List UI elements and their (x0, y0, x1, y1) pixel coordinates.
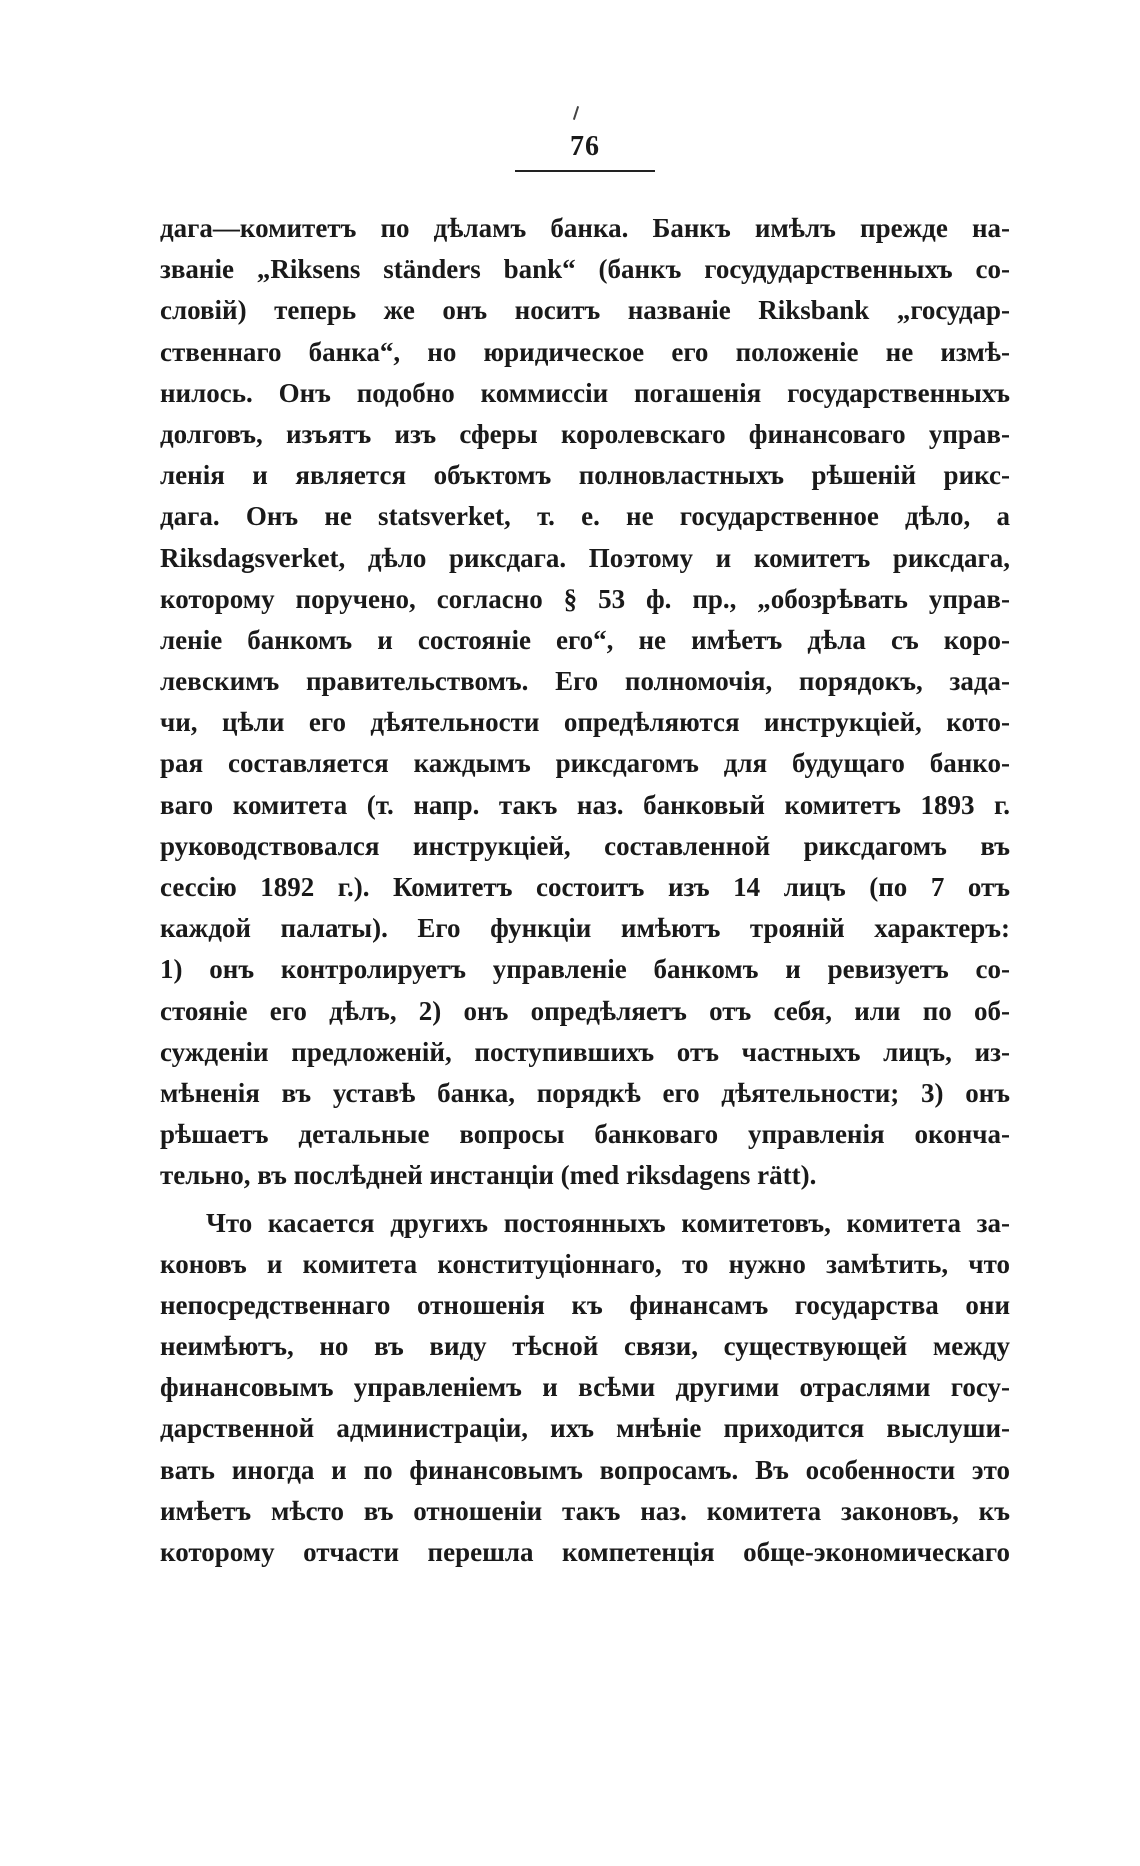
text-line: званіе „Riksens ständers bank“ (банкъ госудударственныхъ со- (160, 254, 1010, 285)
text-line: вать иногда и по финансовымъ вопросамъ. Въ особенности это (160, 1454, 1010, 1485)
text-line: коновъ и комитета конституціоннаго, то нужно замѣтить, что (160, 1248, 1010, 1279)
text-line: рѣшаетъ детальные вопросы банковаго управленія оконча- (160, 1119, 1010, 1150)
paragraph-1 (160, 208, 1010, 1197)
text-line: тельно, въ послѣдней инстанціи (med riksdagens rätt). (160, 1160, 817, 1191)
text-line: сессію 1892 г.). Комитетъ состоитъ изъ 14 лицъ (по 7 отъ (160, 872, 1010, 902)
text-line: ленія и является объктомъ полновластныхъ рѣшеній рикс- (160, 460, 1010, 491)
paragraph-2 (160, 1203, 1010, 1574)
page-number: 76 (570, 131, 600, 162)
text-line: леніе банкомъ и состояніе его“, не имѣетъ дѣла съ коро- (160, 624, 1010, 655)
text-line: дага. Онъ не statsverket, т. е. не государственное дѣло, а (160, 501, 1010, 532)
text-line: ваго комитета (т. напр. такъ наз. банковый комитетъ 1893 г. (160, 789, 1010, 820)
text-line: сужденіи предложеній, поступившихъ отъ частныхъ лицъ, из- (160, 1036, 1010, 1067)
text-line: имѣетъ мѣсто въ отношеніи такъ наз. комитета законовъ, къ (160, 1495, 1010, 1526)
text-line: 1) онъ контролируетъ управленіе банкомъ и ревизуетъ со- (160, 954, 1010, 985)
text-line: непосредственнаго отношенія къ финансамъ государства они (160, 1289, 1010, 1320)
text-line: каждой палаты). Его функціи имѣютъ трояній характеръ: (160, 913, 1010, 944)
text-line: стояніе его дѣлъ, 2) онъ опредѣляетъ отъ себя, или по об- (160, 995, 1010, 1026)
text-line: ственнаго банка“, но юридическое его положеніе не измѣ- (160, 336, 1010, 367)
text-line: рая составляется каждымъ риксдагомъ для будущаго банко- (160, 748, 1010, 779)
margin-mark (573, 106, 579, 120)
text-line: чи, цѣли его дѣятельности опредѣляются инструкціей, кото- (160, 707, 1010, 738)
text-line: которому поручено, согласно § 53 ф. пр., „обозрѣвать управ- (160, 583, 1010, 614)
text-line: финансовымъ управленіемъ и всѣми другими отраслями госу- (160, 1372, 1010, 1403)
text-line: мѣненія въ уставѣ банка, порядкѣ его дѣятельности; 3) онъ (160, 1077, 1010, 1108)
text-line: долговъ, изъятъ изъ сферы королевскаго финансоваго управ- (160, 418, 1010, 449)
text-line: руководствовался инструкціей, составленной риксдагомъ въ (160, 830, 1010, 861)
body-text (160, 208, 1010, 1573)
text-line: словій) теперь же онъ носитъ названіе Riksbank „государ- (160, 295, 1010, 326)
text-line: неимѣютъ, но въ виду тѣсной связи, существующей между (160, 1331, 1010, 1362)
text-line: которому отчасти перешла компетенція обще-экономическаго (160, 1537, 1010, 1567)
text-line: Что касается другихъ постоянныхъ комитетовъ, комитета за- (206, 1207, 1010, 1238)
text-line: нилось. Онъ подобно коммиссіи погашенія государственныхъ (160, 377, 1010, 408)
text-line: дага—комитетъ по дѣламъ банка. Банкъ имѣлъ прежде на- (160, 213, 1010, 243)
text-line: дарственной администраціи, ихъ мнѣніе приходится выслуши- (160, 1413, 1010, 1444)
header-rule (515, 170, 655, 172)
text-line: Riksdagsverket, дѣло риксдага. Поэтому и комитетъ риксдага, (160, 542, 1010, 573)
text-line: левскимъ правительствомъ. Его полномочія, порядокъ, зада- (160, 666, 1010, 697)
